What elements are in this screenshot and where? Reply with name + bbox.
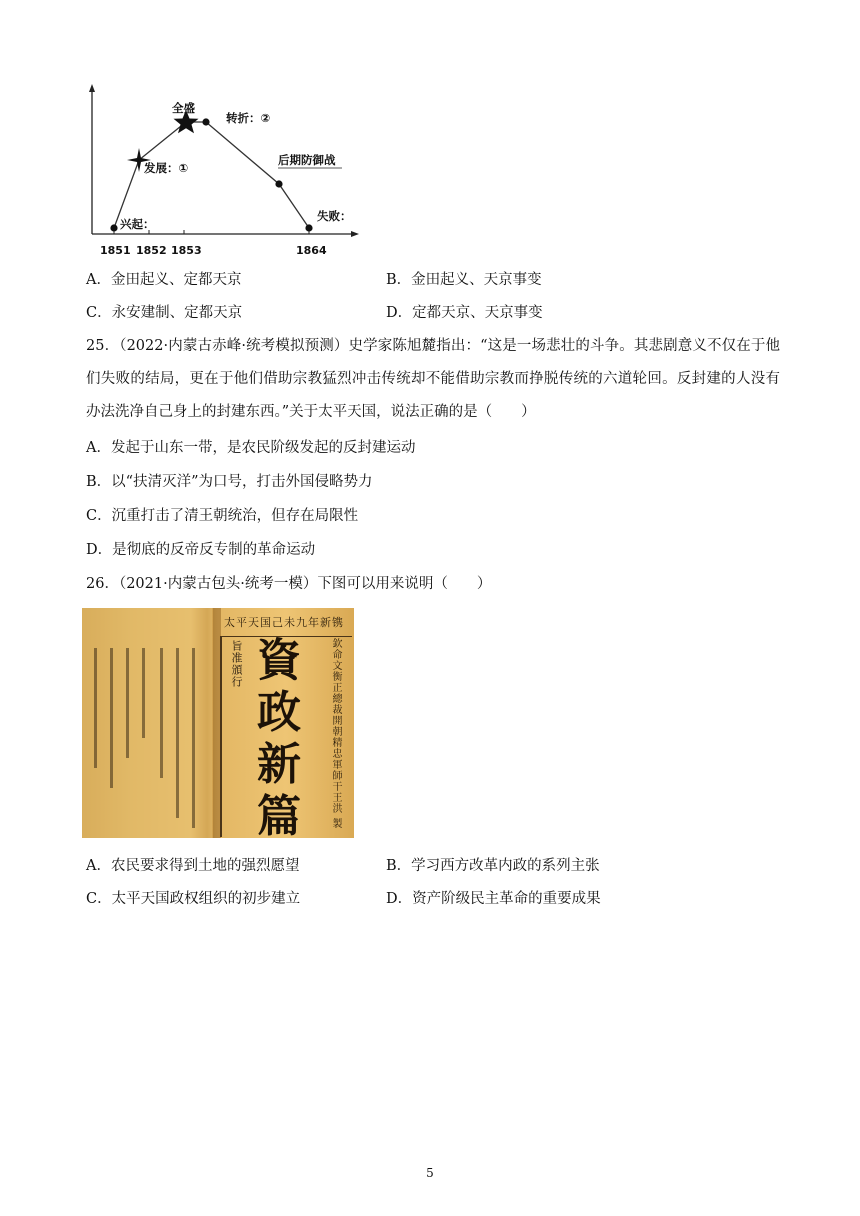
page-number: 5 <box>426 1166 434 1180</box>
book-author-text: 欽命文衡正總裁開朝精忠軍師干王洪 製 <box>330 638 341 830</box>
point-rise <box>110 224 117 231</box>
label-peak: 全盛 <box>172 101 195 115</box>
book-side-text: 旨准頒行 <box>230 640 243 688</box>
book-title-char: 政 <box>257 687 301 738</box>
text-column <box>126 648 129 758</box>
q24-option-b: B．金田起义、天京事变 <box>386 272 542 288</box>
label-turn: 转折：② <box>226 111 271 125</box>
point-fail <box>305 224 312 231</box>
book-cover-image <box>82 608 354 838</box>
q25-stem: 25．（2022·内蒙古赤峰·统考模拟预测）史学家陈旭麓指出：“这是一场悲壮的斗争。其悲剧意义不仅在于他们失败的结局，更在于他们借助宗教猛烈冲击传统却不能借助宗教而挣脱传统的六道轮回。反封建的人没有办法洗净自己身上的封建东西。”关于太平天国，说法正确的是（ ） <box>86 338 780 420</box>
label-defense: 后期防御战 <box>278 153 336 167</box>
text-column <box>192 648 195 828</box>
q24-option-a: A．金田起义、定都天京 <box>86 272 242 288</box>
text-column <box>110 648 113 788</box>
q25-option-b: B．以“扶清灭洋”为口号，打击外国侵略势力 <box>86 474 373 490</box>
point-turn <box>202 118 209 125</box>
q24-option-c: C．永安建制、定都天京 <box>86 305 243 321</box>
timeline-chart <box>80 82 370 262</box>
q25-option-a: A．发起于山东一带，是农民阶级发起的反封建运动 <box>86 440 416 456</box>
text-column <box>94 648 97 768</box>
label-rise: 兴起： <box>120 217 155 231</box>
q25-option-c: C．沉重打击了清王朝统治，但存在局限性 <box>86 508 359 524</box>
series-line <box>114 122 309 228</box>
text-column <box>160 648 163 778</box>
book-top-line: 太平天国己未九年新镌 <box>224 616 344 629</box>
point-defense <box>275 180 282 187</box>
label-fail: 失败： <box>317 209 352 223</box>
book-title-char: 篇 <box>257 791 301 838</box>
text-column <box>142 648 145 738</box>
q26-stem: 26．（2021·内蒙古包头·统考一模）下图可以用来说明（ ） <box>86 576 492 592</box>
x-tick-label: 1853 <box>171 244 202 257</box>
q26-option-a: A．农民要求得到土地的强烈愿望 <box>86 858 300 874</box>
q26-option-c: C．太平天国政权组织的初步建立 <box>86 891 301 907</box>
q24-option-d: D．定都天京、天京事变 <box>386 305 543 321</box>
x-tick-label: 1852 <box>136 244 167 257</box>
y-axis-arrow <box>89 84 95 92</box>
q25-option-d: D．是彻底的反帝反专制的革命运动 <box>86 542 316 558</box>
book-title-char: 新 <box>257 739 301 790</box>
q26-option-d: D．资产阶级民主革命的重要成果 <box>386 891 601 907</box>
x-tick-label: 1864 <box>296 244 327 257</box>
book-title-char: 資 <box>257 635 301 686</box>
text-column <box>176 648 179 818</box>
q26-option-b: B．学习西方改革内政的系列主张 <box>386 858 600 874</box>
x-axis-arrow <box>351 231 359 237</box>
label-develop: 发展：① <box>144 161 189 175</box>
x-tick-label: 1851 <box>100 244 131 257</box>
